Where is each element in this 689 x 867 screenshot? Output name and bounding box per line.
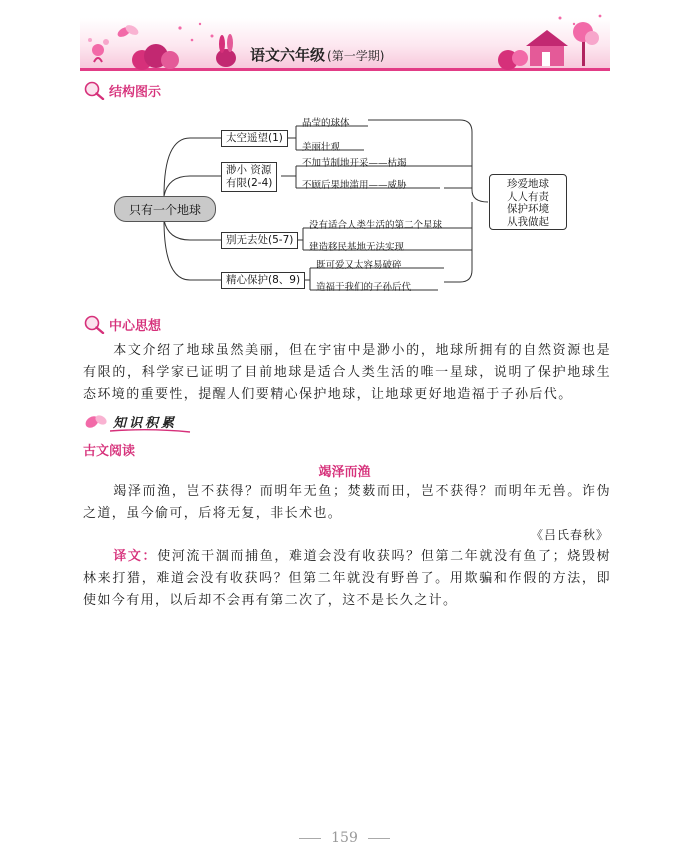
mindmap-branch-2-line2: 有限(2-4) (226, 177, 273, 189)
leaf-icon (83, 410, 109, 432)
knowledge-underline (110, 428, 192, 434)
translation-label: 译文： (113, 549, 158, 564)
mindmap-result-box (489, 174, 567, 230)
section-central-idea-heading (83, 314, 161, 334)
mindmap-branch-1: 太空遥望(1) (221, 130, 288, 147)
connector-branch-2 (164, 176, 221, 196)
translation-paragraph (83, 546, 611, 612)
mindmap-leaf-4-2: 造福于我们的子孙后代 (316, 282, 412, 293)
mindmap-leaf-3-2: 建造移民基地无法实现 (309, 242, 405, 253)
classical-text: 竭泽而渔，岂不获得？而明年无鱼；焚薮而田，岂不获得？而明年无兽。诈伪之道，虽今偷可，后将无复，非长术也。 (83, 484, 611, 521)
book-subtitle: (第一学期) (327, 49, 385, 63)
page-number (0, 830, 689, 846)
classical-text-paragraph (83, 481, 611, 525)
classical-reading-label: 古文阅读 (83, 444, 136, 459)
classical-title: 竭泽而渔 (318, 465, 371, 480)
central-idea-paragraph (83, 340, 611, 406)
connector-branch-3 (164, 220, 221, 240)
central-idea-text: 本文介绍了地球虽然美丽，但在宇宙中是渺小的，地球所拥有的自然资源也是有限的，科学家已证明了目前地球是适合人类生活的唯一星球，说明了保护地球生态环境的重要性，提醒人们要精心保护地球，让地球更好地造福于子孙后代。 (83, 343, 611, 402)
mindmap-branch-2 (221, 162, 277, 192)
mindmap-branch-2-line1: 渺小 资源 (226, 164, 272, 176)
page-number-value: 159 (331, 830, 358, 846)
classical-source: 《吕氏春秋》 (530, 528, 609, 542)
mindmap-leaf-1-1: 晶莹的球体 (302, 118, 350, 129)
mindmap-leaf-1-2: 美丽壮观 (302, 142, 341, 153)
result-line-1: 珍爱地球 (507, 178, 549, 190)
section-structure-label: 结构图示 (109, 84, 162, 100)
mindmap-leaf-2-1: 不加节制地开采——枯竭 (302, 158, 407, 169)
result-line-2: 人人有责 (507, 190, 549, 203)
translation-text: 使河流干涸而捕鱼，难道会没有收获吗？但第二年就没有鱼了；烧毁树林来打猎，难道会没有收获吗？但第二年就没有野兽了。用欺骗和作假的方法，即使如今有用，以后却不会再有第二次了，这不是长久之计。 (83, 549, 611, 608)
connector-branch-4 (164, 220, 221, 280)
mindmap-leaf-4-1: 既可爱又太容易破碎 (316, 260, 402, 271)
mindmap-leaf-2-2: 不顾后果地滥用——威胁 (302, 180, 407, 191)
result-line-4: 从我做起 (507, 215, 549, 228)
magnifier-icon (83, 314, 105, 334)
mindmap-center-node: 只有一个地球 (114, 196, 216, 222)
book-title: 语文六年级 (第一学期) (250, 46, 385, 64)
connector-branch-1 (164, 138, 221, 196)
result-line-3: 保护环境 (507, 203, 549, 215)
section-knowledge-label: 知识积累 (113, 415, 178, 431)
mindmap-leaf-3-1: 没有适合人类生活的第二个星球 (309, 220, 443, 231)
connector-bottom-collector (444, 202, 472, 282)
mindmap-branch-3: 别无去处(5-7) (221, 232, 298, 249)
section-central-idea-label: 中心思想 (109, 318, 162, 334)
mindmap-branch-4: 精心保护(8、9) (221, 272, 305, 289)
